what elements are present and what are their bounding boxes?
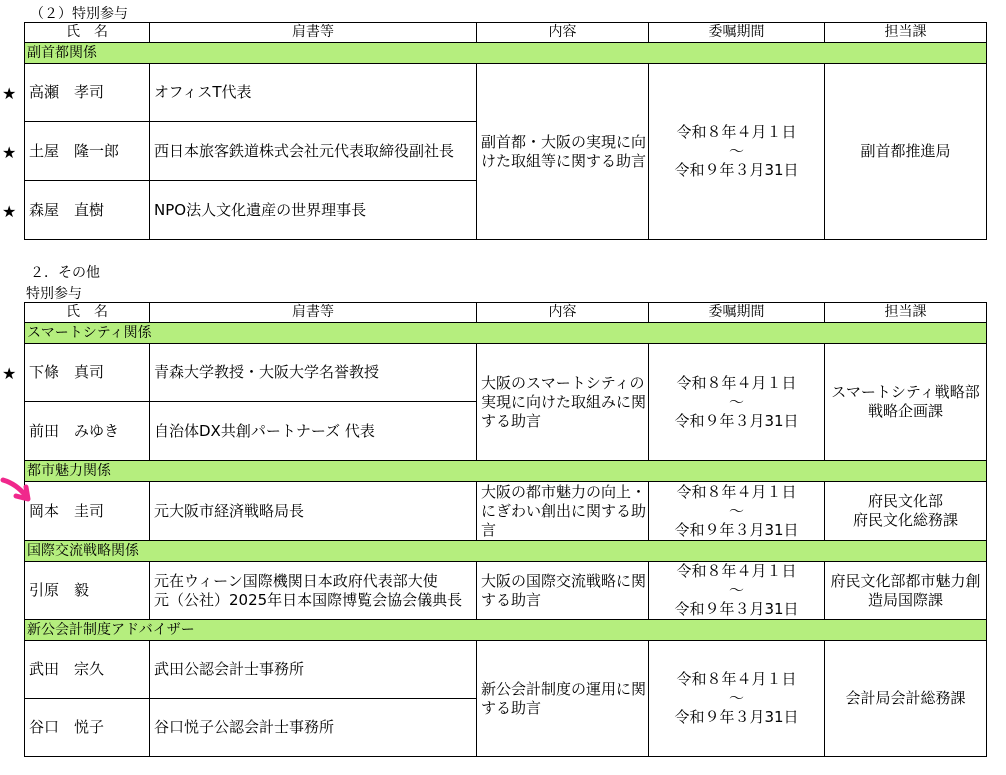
person-title: 谷口悦子公認会計士事務所 xyxy=(150,699,477,757)
col-name-header: 氏 名 xyxy=(25,23,150,43)
person-title: オフィスT代表 xyxy=(150,64,477,122)
person-title: NPO法人文化遺産の世界理事長 xyxy=(150,181,477,240)
table-row xyxy=(25,482,987,541)
period-start: 令和８年４月１日 xyxy=(676,373,797,392)
period-end: 令和９年３月31日 xyxy=(674,708,799,726)
person-name: 土屋 隆一郎 xyxy=(25,122,150,181)
section2-subtitle: 特別参与 xyxy=(26,286,82,302)
person-title: 西日本旅客鉄道株式会社元代表取締役副社長 xyxy=(150,122,477,181)
period-separator: ～ xyxy=(728,501,744,520)
department: 府民文化部都市魅力創造局国際課 xyxy=(825,562,987,620)
advice-content: 大阪の都市魅力の向上・にぎわい創出に関する助言 xyxy=(477,482,649,541)
person-title xyxy=(150,562,477,620)
table-row xyxy=(25,562,987,620)
department: 会計局会計総務課 xyxy=(825,641,987,757)
person-name: 岡本 圭司 xyxy=(25,482,150,541)
col-title-header: 肩書等 xyxy=(150,303,477,323)
advice-content: 大阪のスマートシティの実現に向けた取組みに関する助言 xyxy=(477,344,649,461)
table-row xyxy=(25,641,987,699)
department xyxy=(825,482,987,541)
col-period-header: 委嘱期間 xyxy=(649,303,825,323)
col-content-header: 内容 xyxy=(477,23,649,43)
department: 副首都推進局 xyxy=(825,64,987,240)
group-header: 新公会計制度アドバイザー xyxy=(25,620,987,641)
appointment-period xyxy=(649,482,825,541)
period-separator: ～ xyxy=(728,689,744,707)
star-marker: ★ xyxy=(2,143,17,162)
period-end: 令和９年３月31日 xyxy=(674,161,799,179)
col-title-header: 肩書等 xyxy=(150,23,477,43)
advice-content: 大阪の国際交流戦略に関する助言 xyxy=(477,562,649,620)
pink-arrow-icon xyxy=(0,476,34,508)
advice-content: 副首都・大阪の実現に向けた取組等に関する助言 xyxy=(477,64,649,240)
advice-content: 新公会計制度の運用に関する助言 xyxy=(477,641,649,757)
period-start: 令和８年４月１日 xyxy=(676,123,797,141)
group-header: 副首都関係 xyxy=(25,43,987,64)
col-content-header: 内容 xyxy=(477,303,649,323)
person-name: 前田 みゆき xyxy=(25,402,150,461)
person-title-line: 元在ウィーン国際機関日本政府代表部大使 xyxy=(154,571,438,590)
department-line: 府民文化総務課 xyxy=(852,511,958,529)
period-separator: ～ xyxy=(728,581,744,599)
table-header xyxy=(25,23,987,43)
person-title-line: 元（公社）2025年日本国際博覧会協会儀典長 xyxy=(154,590,463,609)
period-separator: ～ xyxy=(728,392,744,411)
period-end: 令和９年３月31日 xyxy=(674,520,799,539)
period-end: 令和９年３月31日 xyxy=(674,411,799,430)
star-marker: ★ xyxy=(2,364,17,383)
department: スマートシティ戦略部戦略企画課 xyxy=(825,344,987,461)
col-name-header: 氏 名 xyxy=(25,303,150,323)
period-start: 令和８年４月１日 xyxy=(676,482,797,501)
appointment-period xyxy=(649,641,825,757)
appointment-period xyxy=(649,344,825,461)
person-name: 引原 毅 xyxy=(25,562,150,620)
period-end: 令和９年３月31日 xyxy=(674,600,799,618)
appointment-period xyxy=(649,64,825,240)
person-title: 自治体DX共創パートナーズ 代表 xyxy=(150,402,477,461)
appointment-period xyxy=(649,562,825,620)
person-name: 下條 真司 xyxy=(25,344,150,402)
person-title: 元大阪市経済戦略局長 xyxy=(150,482,477,541)
section2-title: ２．その他 xyxy=(30,265,100,281)
person-title: 青森大学教授・大阪大学名誉教授 xyxy=(150,344,477,402)
group-header: 国際交流戦略関係 xyxy=(25,541,987,562)
star-marker: ★ xyxy=(2,84,17,103)
table-row xyxy=(25,344,987,402)
section1-title: （２）特別参与 xyxy=(30,6,128,22)
person-name: 谷口 悦子 xyxy=(25,699,150,757)
period-separator: ～ xyxy=(728,142,744,160)
department-line: 府民文化部 xyxy=(867,492,943,510)
star-marker: ★ xyxy=(2,202,17,221)
col-dept-header: 担当課 xyxy=(825,23,987,43)
table-header xyxy=(25,303,987,323)
col-dept-header: 担当課 xyxy=(825,303,987,323)
table-special-advisors-2 xyxy=(24,302,987,757)
group-header: スマートシティ関係 xyxy=(25,323,987,344)
group-header: 都市魅力関係 xyxy=(25,461,987,482)
person-title: 武田公認会計士事務所 xyxy=(150,641,477,699)
period-start: 令和８年４月１日 xyxy=(676,670,797,688)
table-special-advisors-1 xyxy=(24,22,987,240)
person-name: 森屋 直樹 xyxy=(25,181,150,240)
col-period-header: 委嘱期間 xyxy=(649,23,825,43)
person-name: 武田 宗久 xyxy=(25,641,150,699)
person-name: 高瀬 孝司 xyxy=(25,64,150,122)
table-row xyxy=(25,64,987,122)
period-start: 令和８年４月１日 xyxy=(676,562,797,580)
